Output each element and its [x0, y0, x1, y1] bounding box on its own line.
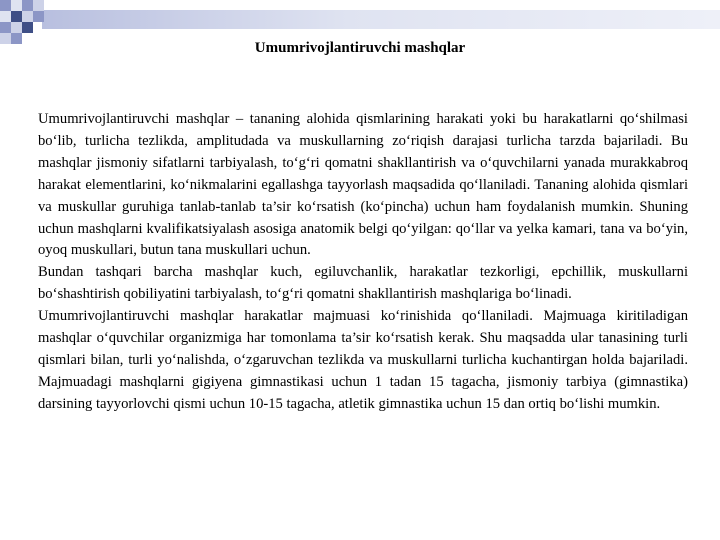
- paragraph: Umumrivojlantiruvchi mashqlar harakatlar majmuasi ko‘rinishida qo‘llaniladi. Majmuaga kiritiladigan mashqlar o‘quvchilar organizmiga har tomonlama ta’sir ko‘rsatish kerak. Shu maqsadda ular tanasining turli qismlari bilan, turli yo‘nalishda, o‘zgaruvchan tezlikda va muskullarni turlicha kuchantirgan holda bajariladi. Majmuadagi mashqlarni gigiyena gimnastikasi uchun 1 tadan 15 tagacha, jismoniy tarbiya (gimnastika) darsining tayyorlovchi qismi uchun 10-15 tagacha, atletik gimnastika uchun 15 dan ortiq bo‘lishi mumkin.: [38, 308, 688, 412]
- corner-square: [0, 11, 11, 22]
- corner-square: [22, 11, 33, 22]
- page-title: Umumrivojlantiruvchi mashqlar: [254, 40, 466, 56]
- body-text: [38, 109, 688, 416]
- corner-square: [33, 11, 44, 22]
- corner-square: [33, 0, 44, 11]
- corner-square: [0, 0, 11, 11]
- paragraph: Umumrivojlantiruvchi mashqlar – tananing alohida qismlarining harakati yoki bu harakatlarni qo‘shilmasi bo‘lib, turlicha tezlikda, amplitudada va muskullarning zo‘riqish darajasi turlicha tarzda bajariladi. Bu mashqlar jismoniy sifatlarni tarbiyalash, to‘g‘ri qomatni shakllantirish va o‘quvchilarni yanada murakkabroq harakat elementlarini, ko‘nikmalarini egallashga tayyorlash maqsadida qo‘llaniladi. Tananing alohida qismlari va muskullar guruhiga tanlab-tanlab ta’sir ko‘rsatish (ko‘pincha) uchun ham foydalanish mumkin. Shuning uchun mashqlarni kvalifikatsiyalash asosiga anatomik belgi qo‘yilgan: qo‘llar va yelka kamari, tana va bo‘yin, oyoq muskullari, butun tana muskullari uchun.: [38, 111, 688, 259]
- corner-square: [22, 0, 33, 11]
- corner-square: [11, 22, 22, 33]
- corner-square: [22, 22, 33, 33]
- paragraph: Bundan tashqari barcha mashqlar kuch, egiluvchanlik, harakatlar tezkorligi, epchillik, muskullarni bo‘shashtirish qobiliyatini tarbiyalash, to‘g‘ri qomatni shakllantirish mashqlariga bo‘linadi.: [38, 264, 688, 303]
- corner-square: [11, 11, 22, 22]
- corner-square: [11, 0, 22, 11]
- corner-square: [0, 22, 11, 33]
